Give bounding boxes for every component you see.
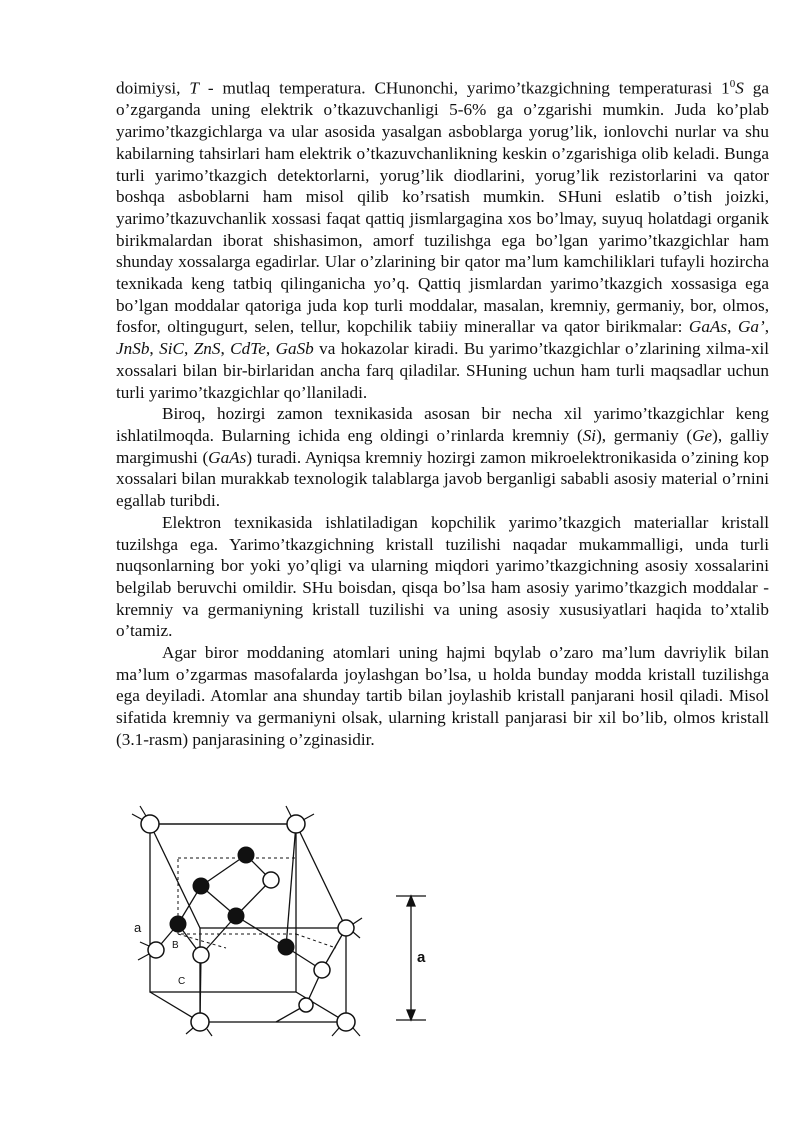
label-a-left: a <box>134 920 142 935</box>
text-run: , <box>183 339 194 359</box>
text-run: Si <box>582 425 597 445</box>
text-run: ), galliy margimushi ( <box>116 425 769 467</box>
text-run: 0 <box>729 78 736 90</box>
text-run: GaAs <box>688 317 728 337</box>
label-c: C <box>178 976 186 987</box>
text-run: Elektron texnikasida ishlatiladigan kopchilik yarimo’tkazgich materiallar kristall tuzilshga ega. Yarimo’tkazgichning kristall tuzilishi naqadar mukammalligi, unda turli nuqsonlarning bor yoki yo’qligi va ularning miqdori yarimo’tkazgichning asosiy xossalarini belgilab beruvchi omildir. SHu boisdan, qisqa bo’lsa ham asosiy yarimo’tkazgich moddalar - kremniy va germaniyning kristall tuzilishi va uning asosiy xususiyatlari haqida to’xtalib o’tamiz. <box>116 512 769 641</box>
text-run: Ga’ <box>737 317 765 337</box>
text-run: , <box>149 339 160 359</box>
text-run: ZnS <box>193 339 221 359</box>
text-run: , <box>727 317 738 337</box>
text-run: , <box>265 339 276 359</box>
text-run: ), germaniy ( <box>596 425 693 445</box>
text-run: GaAs <box>208 447 247 467</box>
text-run: Agar biror moddaning atomlari uning hajmi bqylab o’zaro ma’lum davriylik bilan ma’lum o’zgarmas masofalarda joylashgan bo’lsa, u holda bunday modda kristall tuzilishga ega deyiladi. Atomlar ana shunday tartib bilan joylashib kristall panjarani hosil qiladi. Misol sifatida kremniy va germaniyni olsak, ularning kristall panjarasi bir xil bo’lib, olmos kristall (3.1-rasm) panjarasining o’zginasidir. <box>116 643 769 749</box>
paragraph-4 <box>116 642 769 751</box>
text-run: SiC <box>159 339 184 359</box>
diamond-lattice-figure <box>126 800 446 1050</box>
text-run: ga o’zgarganda uning elektrik o’tkazuvchanligi 5-6% ga o’zgarishi mumkin. Juda ko’plab yarimo’tkazgichlarga va ular asosida yasalgan asboblarga yorug’lik, ionlovchi nurlar va shu kabilarning tahsirlari ham elektrik o’tkazuvchanlikning keskin o’zgarishiga olib keladi. Bunga turli yarimo’tkazgich detektorlarni, yorug’lik diodlarini, yorug’lik rezistorlarini va qator boshqa asboblarni ham misol qilib ko’rsatish mumkin. SHuni eslatib o’tish joizki, yarimo’tkazuvchanlik xossasi faqat qattiq jismlargagina xos bo’lmay, suyuq holatdagi organik birikmalardan iborat shishasimon, amorf tuzilishga ega bo’lgan yarimo’tkazgichlar ham shunday xossalarga egadirlar. Ular o’zlarining bir qator ma’lum kamchiliklari tufayli hozircha texnikada keng tatbiq qilinganicha yo’q. Qattiq jismlardan yarimo’tkazgich xossasiga ega bo’lgan moddalar qatoriga juda kop turli moddalar, masalan, kremniy, germaniy, bor, olmos, fosfor, oltingugurt, selen, tellur, kopchilik tabiiy minerallar va qator birikmalar: <box>116 78 769 337</box>
paragraph-1 <box>116 74 769 403</box>
label-a-dimension: a <box>417 949 426 966</box>
text-run: JnSb <box>116 339 150 359</box>
document-page <box>116 74 769 751</box>
text-run: CdTe <box>230 339 266 359</box>
text-run: , <box>764 317 770 337</box>
text-run: ) turadi. Ayniqsa kremniy hozirgi zamon mikroelektronikasida o’zining kop xossalari bilan murakkab texnologik talablarga javob berganligi sababli asosiy material o’rnini egallab turibdi. <box>116 447 769 511</box>
text-run: Ge <box>692 425 713 445</box>
text-run: - mutlaq temperatura. CHunonchi, yarimo’tkazgichning temperaturasi 1 <box>198 78 730 98</box>
text-run: Biroq, hozirgi zamon texnikasida asosan bir necha xil yarimo’tkazgichlar keng ishlatilmoqda. Bularning ichida eng oldingi o’rinlarda kremniy ( <box>116 404 769 445</box>
paragraph-3 <box>116 512 769 642</box>
text-run: , <box>220 339 231 359</box>
text-run: S <box>735 78 744 98</box>
text-run: doimiysi, <box>116 78 190 98</box>
diamond-lattice-svg <box>126 800 446 1050</box>
text-run: va hokazolar kiradi. Bu yarimo’tkazgichlar o’zlarining xilma-xil xossalari bilan bir-birlaridan ancha farq qiladilar. SHuning uchun ham turli maqsadlar uchun turli yarimo’tkazgichlar qo’llaniladi. <box>116 339 769 402</box>
text-run: T <box>189 78 199 98</box>
paragraph-2 <box>116 403 769 512</box>
text-run: GaSb <box>275 339 314 359</box>
label-b: B <box>172 940 179 951</box>
